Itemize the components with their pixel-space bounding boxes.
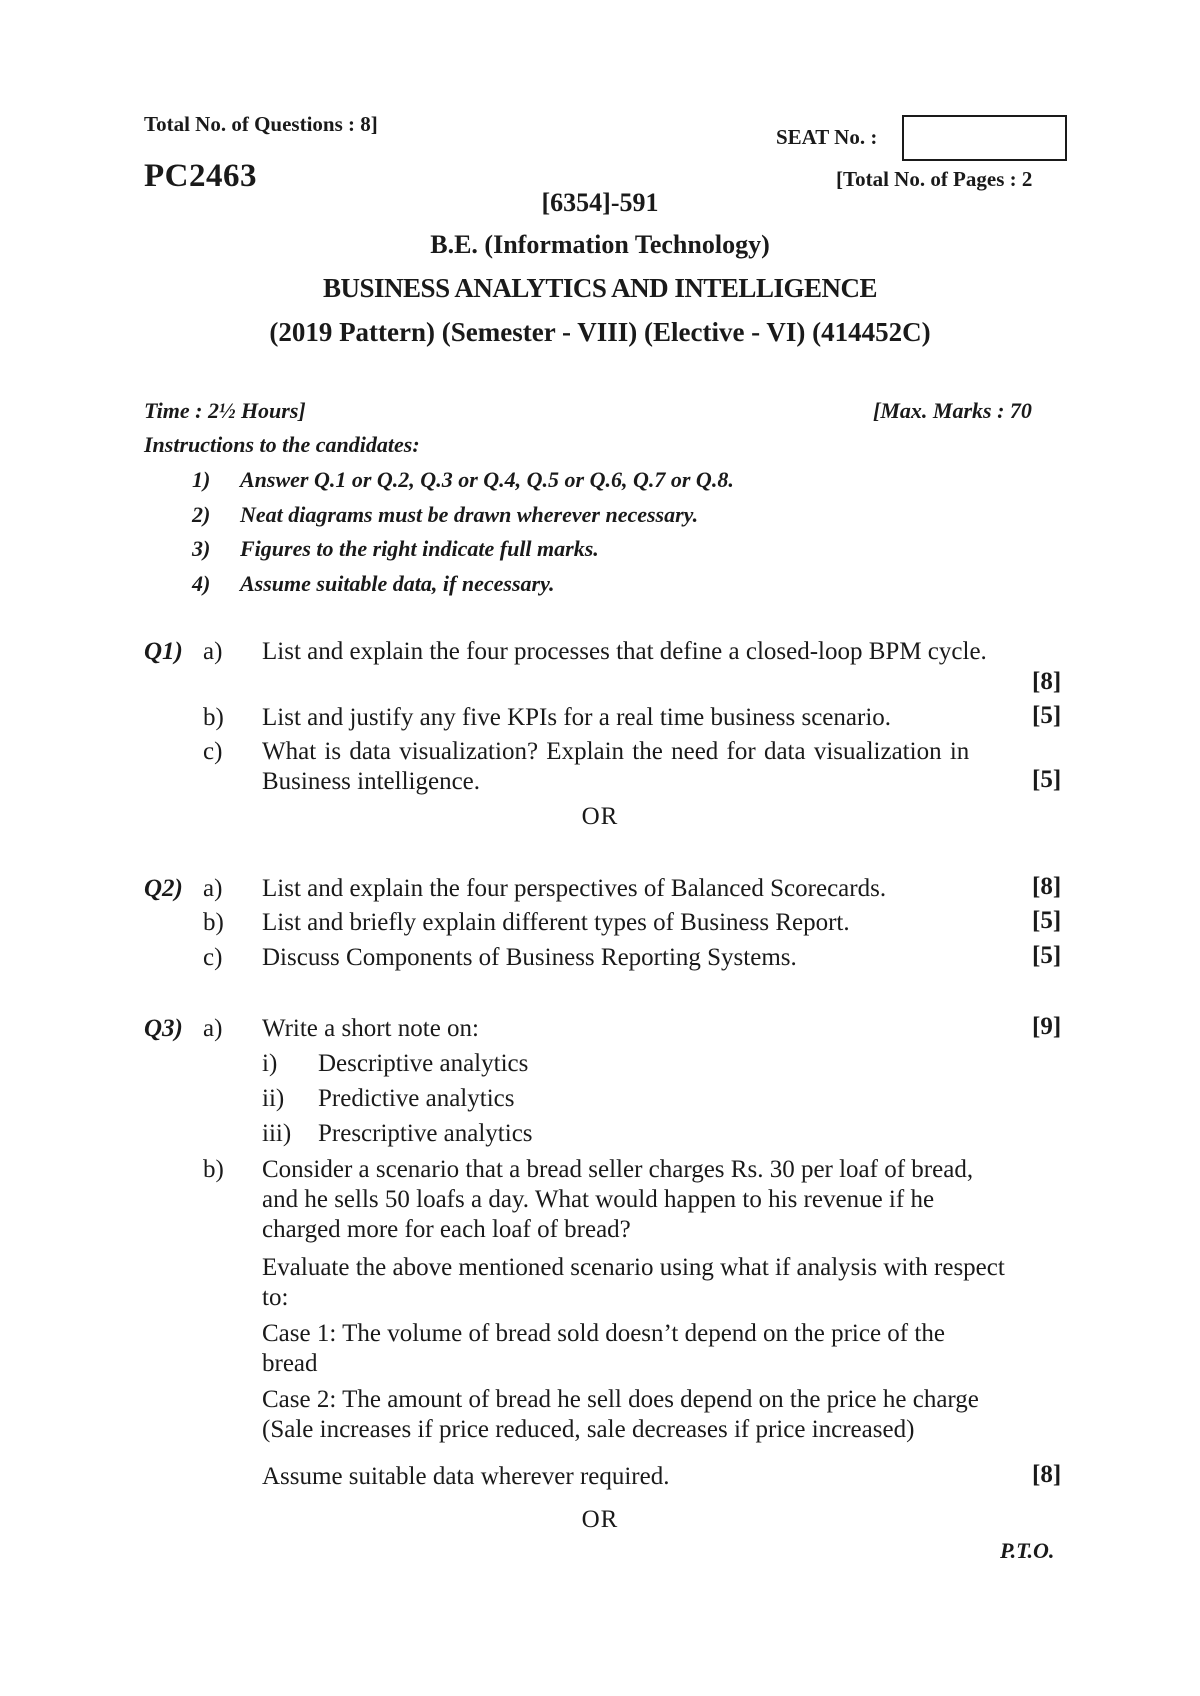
sub-item-text: Predictive analytics [318, 1085, 515, 1112]
question-label: Q3) [144, 1015, 183, 1042]
part-label: b) [203, 1156, 224, 1183]
pto-label: P.T.O. [1000, 1538, 1055, 1563]
part-label: b) [203, 704, 224, 731]
instruction-num: 4) [192, 571, 211, 596]
marks: [8] [1032, 668, 1062, 695]
question-text: Consider a scenario that a bread seller charges Rs. 30 per loaf of bread, [262, 1156, 974, 1183]
part-label: a) [203, 875, 223, 902]
instruction-num: 3) [192, 536, 211, 561]
pattern-line: (2019 Pattern) (Semester - VIII) (Elective - VI) (414452C) [269, 317, 931, 347]
part-label: c) [203, 944, 223, 971]
sub-item-num: ii) [262, 1085, 285, 1112]
instruction-num: 1) [192, 467, 211, 492]
time-label: Time : 2½ Hours] [144, 398, 306, 423]
instruction-text: Assume suitable data, if necessary. [240, 571, 555, 596]
max-marks: [Max. Marks : 70 [873, 398, 1032, 423]
subject-title: BUSINESS ANALYTICS AND INTELLIGENCE [323, 273, 877, 303]
instruction-text: Neat diagrams must be drawn wherever necessary. [240, 502, 699, 527]
question-label: Q2) [144, 875, 183, 902]
part-label: a) [203, 638, 223, 665]
question-text: Case 1: The volume of bread sold doesn’t depend on the price of the [262, 1320, 945, 1347]
part-label: a) [203, 1015, 223, 1042]
question-text: What is data visualization? Explain the need for data visualization in [262, 738, 970, 765]
total-pages: [Total No. of Pages : 2 [836, 167, 1033, 191]
question-text: Business intelligence. [262, 768, 481, 795]
or-separator: OR [581, 803, 619, 830]
question-text: Discuss Components of Business Reporting Systems. [262, 944, 797, 971]
seat-number-box [902, 115, 1067, 161]
instruction-text: Figures to the right indicate full marks. [240, 536, 599, 561]
question-text: and he sells 50 loafs a day. What would happen to his revenue if he [262, 1186, 935, 1213]
sub-item-text: Descriptive analytics [318, 1050, 529, 1077]
instructions-title: Instructions to the candidates: [144, 432, 420, 457]
sub-item-num: i) [262, 1050, 278, 1077]
marks: [5] [1032, 766, 1062, 793]
question-text: Write a short note on: [262, 1015, 479, 1042]
exam-code: [6354]-591 [541, 188, 659, 217]
question-text: Assume suitable data wherever required. [262, 1463, 670, 1490]
question-text: Case 2: The amount of bread he sell does depend on the price he charge [262, 1386, 979, 1413]
marks: [8] [1032, 873, 1062, 900]
or-separator: OR [581, 1506, 619, 1533]
degree-title: B.E. (Information Technology) [430, 230, 770, 259]
question-text: (Sale increases if price reduced, sale decreases if price increased) [262, 1416, 915, 1443]
marks: [8] [1032, 1461, 1062, 1488]
question-text: charged more for each loaf of bread? [262, 1216, 631, 1243]
paper-code: PC2463 [144, 158, 257, 194]
question-label: Q1) [144, 638, 183, 665]
question-text: to: [262, 1284, 289, 1311]
marks: [9] [1032, 1013, 1062, 1040]
part-label: c) [203, 738, 223, 765]
marks: [5] [1032, 907, 1062, 934]
question-text: List and briefly explain different types of Business Report. [262, 909, 850, 936]
question-text: Evaluate the above mentioned scenario using what if analysis with respect [262, 1254, 1005, 1281]
question-text: bread [262, 1350, 318, 1377]
question-text: List and explain the four processes that define a closed-loop BPM cycle. [262, 638, 987, 665]
sub-item-num: iii) [262, 1120, 292, 1147]
marks: [5] [1032, 942, 1062, 969]
instruction-text: Answer Q.1 or Q.2, Q.3 or Q.4, Q.5 or Q.6, Q.7 or Q.8. [240, 467, 734, 492]
part-label: b) [203, 909, 224, 936]
sub-item-text: Prescriptive analytics [318, 1120, 533, 1147]
instruction-num: 2) [192, 502, 211, 527]
total-questions: Total No. of Questions : 8] [144, 112, 378, 136]
question-text: List and explain the four perspectives of Balanced Scorecards. [262, 875, 887, 902]
seat-label: SEAT No. : [776, 125, 878, 149]
question-text: List and justify any five KPIs for a real time business scenario. [262, 704, 892, 731]
marks: [5] [1032, 702, 1062, 729]
